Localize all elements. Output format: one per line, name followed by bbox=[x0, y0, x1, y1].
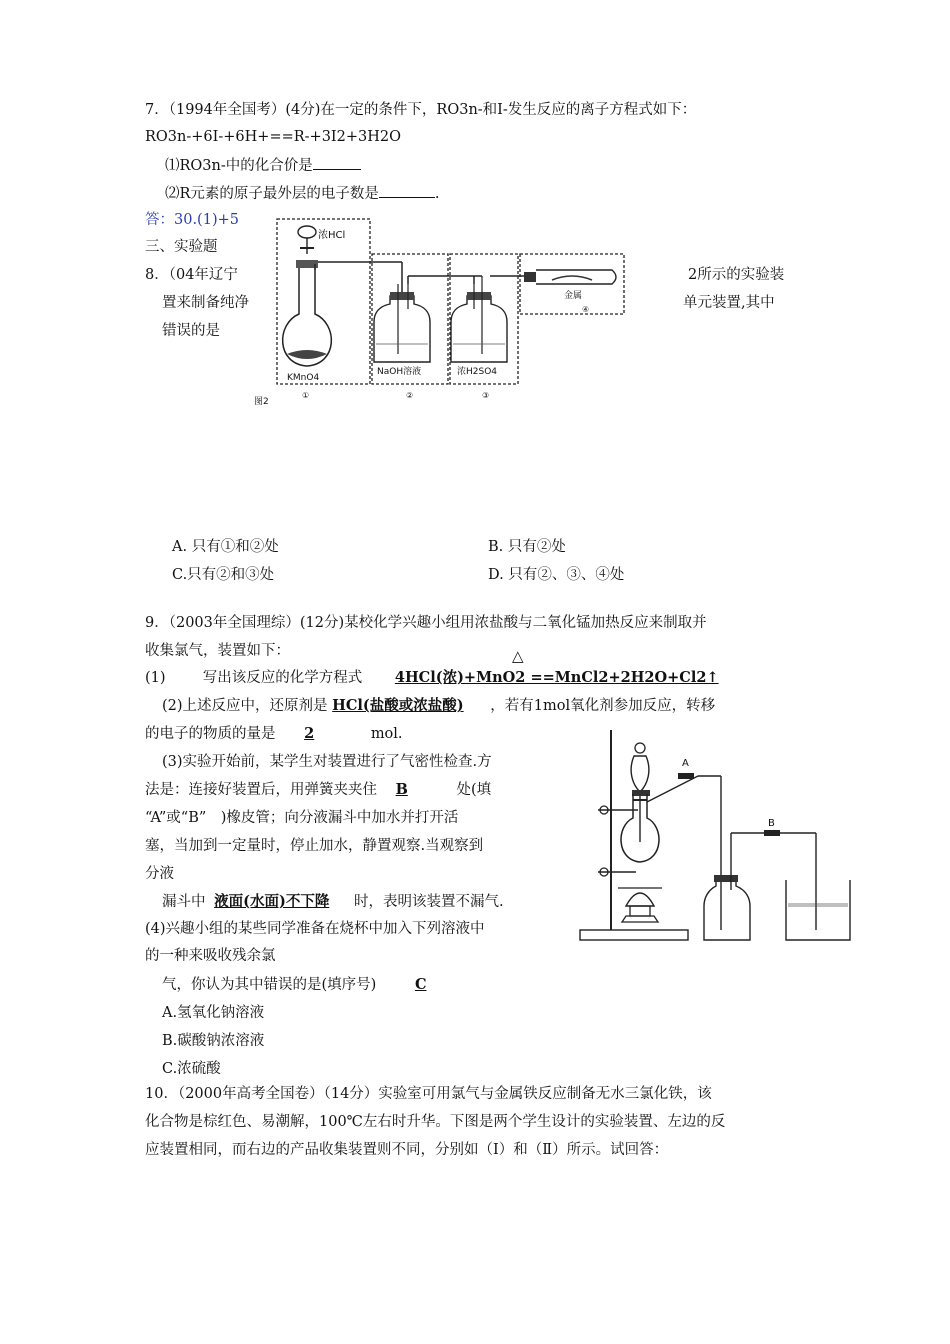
fig9-label-b: B bbox=[768, 818, 775, 829]
fig2-label-naoh: NaOH溶液 bbox=[377, 367, 422, 377]
q8-option-c: C.只有②和③处 bbox=[172, 567, 275, 583]
q9-sub3-answer: B bbox=[395, 781, 408, 798]
q8-line2-start: 置来制备纯净 bbox=[162, 295, 249, 311]
q8-option-a: A. 只有①和②处 bbox=[172, 539, 279, 555]
q8-line1-end: 2所示的实验装 bbox=[688, 267, 785, 283]
q9-sub2-line2: 的电子的物质的量是 2 mol. bbox=[145, 725, 403, 742]
q8-figure bbox=[252, 214, 644, 406]
q9-sub1: (1) 写出该反应的化学方程式 4HCl(浓)+MnO2 ==MnCl2+2H2O+Cl2↑ bbox=[145, 668, 759, 688]
q10-line2: 化合物是棕红色、易潮解，100℃左右时升华。下图是两个学生设计的实验装置、左边的反 bbox=[145, 1114, 726, 1130]
q9-sub3-line6: 漏斗中 液面(水面)不下降 时，表明该装置不漏气. bbox=[162, 893, 504, 910]
fig2-label-h2so4: 浓H2SO4 bbox=[457, 367, 498, 377]
q9-sub4-line2: 的一种来吸收残余氯 bbox=[145, 948, 276, 964]
q9-sub4-line3: 气，你认为其中错误的是(填序号) C bbox=[162, 975, 522, 995]
q9-sub3-line2: 法是：连接好装置后，用弹簧夹夹住 B 处(填 bbox=[145, 781, 492, 798]
q9-sub3-line1: (3)实验开始前，某学生对装置进行了气密性检查.方 bbox=[162, 754, 492, 770]
fig2-label-metal: 金属 bbox=[564, 291, 583, 301]
q9-option-c: C.浓硫酸 bbox=[162, 1061, 221, 1077]
q9-figure bbox=[578, 730, 858, 945]
q7-sub2: ⑵R元素的原子最外层的电子数是 . bbox=[165, 183, 440, 204]
q7-equation: RO3n-+6I-+6H+==R-+3I2+3H2O bbox=[145, 129, 402, 145]
fig2-num2: ② bbox=[406, 391, 414, 400]
fig2-label-hcl: 浓HCl bbox=[318, 230, 346, 241]
q8-option-b: B. 只有②处 bbox=[488, 539, 566, 555]
fig2-num3: ③ bbox=[482, 391, 490, 400]
q9-sub3-line4: 塞，当加到一定量时，停止加水，静置观察.当观察到 bbox=[145, 838, 484, 854]
q9-sub1-answer: 4HCl(浓)+MnO2 ==MnCl2+2H2O+Cl2↑ bbox=[394, 669, 719, 686]
q9-sub4-line1: (4)兴趣小组的某些同学准备在烧杯中加入下列溶液中 bbox=[145, 921, 485, 937]
q9-sub2-answer: HCl(盐酸或浓盐酸) bbox=[332, 697, 464, 714]
q7-sub2-blank[interactable] bbox=[379, 183, 435, 198]
q9-sub2-answer2: 2 bbox=[304, 725, 315, 742]
q9-sub3-line5: 分液 bbox=[145, 866, 174, 882]
q7-sub1: ⑴RO3n-中的化合价是 bbox=[165, 155, 361, 176]
q8-line3: 错误的是 bbox=[162, 323, 220, 339]
q7-answer: 答：30.(1)+5 bbox=[145, 212, 239, 228]
fig2-label-kmno4: KMnO4 bbox=[287, 373, 320, 383]
fig2-num1: ① bbox=[302, 391, 310, 400]
q7-sub1-blank[interactable] bbox=[313, 155, 361, 170]
q9-sub4-answer: C bbox=[414, 976, 427, 993]
q9-line2: 收集氯气，装置如下： bbox=[145, 643, 290, 659]
q9-option-a: A.氢氧化钠溶液 bbox=[162, 1005, 265, 1021]
q10-line1: 10．（2000年高考全国卷）（14分）实验室可用氯气与金属铁反应制备无水三氯化铁，该 bbox=[145, 1086, 712, 1102]
q9-sub2: (2)上述反应中，还原剂是 HCl(盐酸或浓盐酸) ，若有1mol氧化剂参加反应，转移 bbox=[162, 697, 716, 714]
q9-heat-symbol: △ bbox=[512, 647, 524, 665]
q9-option-b: B.碳酸钠浓溶液 bbox=[162, 1033, 265, 1049]
q9-sub3-answer2: 液面(水面)不下降 bbox=[214, 893, 330, 910]
fig2-num4: ④ bbox=[582, 305, 590, 314]
section-title: 三、实验题 bbox=[145, 239, 218, 255]
q9-sub3-line3: “A”或“B” )橡皮管；向分液漏斗中加水并打开活 bbox=[145, 810, 459, 826]
q8-line2-end: 单元装置,其中 bbox=[683, 295, 775, 311]
fig9-label-a: A bbox=[682, 758, 689, 769]
q8-line1-start: 8．（04年辽宁 bbox=[145, 267, 238, 283]
q9-line1: 9．（2003年全国理综）(12分)某校化学兴趣小组用浓盐酸与二氧化锰加热反应来制取并 bbox=[145, 615, 707, 631]
q10-line3: 应装置相同，而右边的产品收集装置则不同，分别如（Ⅰ）和（Ⅱ）所示。试回答： bbox=[145, 1142, 669, 1158]
q7-line1: 7．（1994年全国考）(4分)在一定的条件下，RO3n-和I-发生反应的离子方程式如下： bbox=[145, 102, 697, 118]
q8-option-d: D. 只有②、③、④处 bbox=[488, 567, 625, 583]
fig2-caption: 图2 bbox=[254, 397, 269, 406]
